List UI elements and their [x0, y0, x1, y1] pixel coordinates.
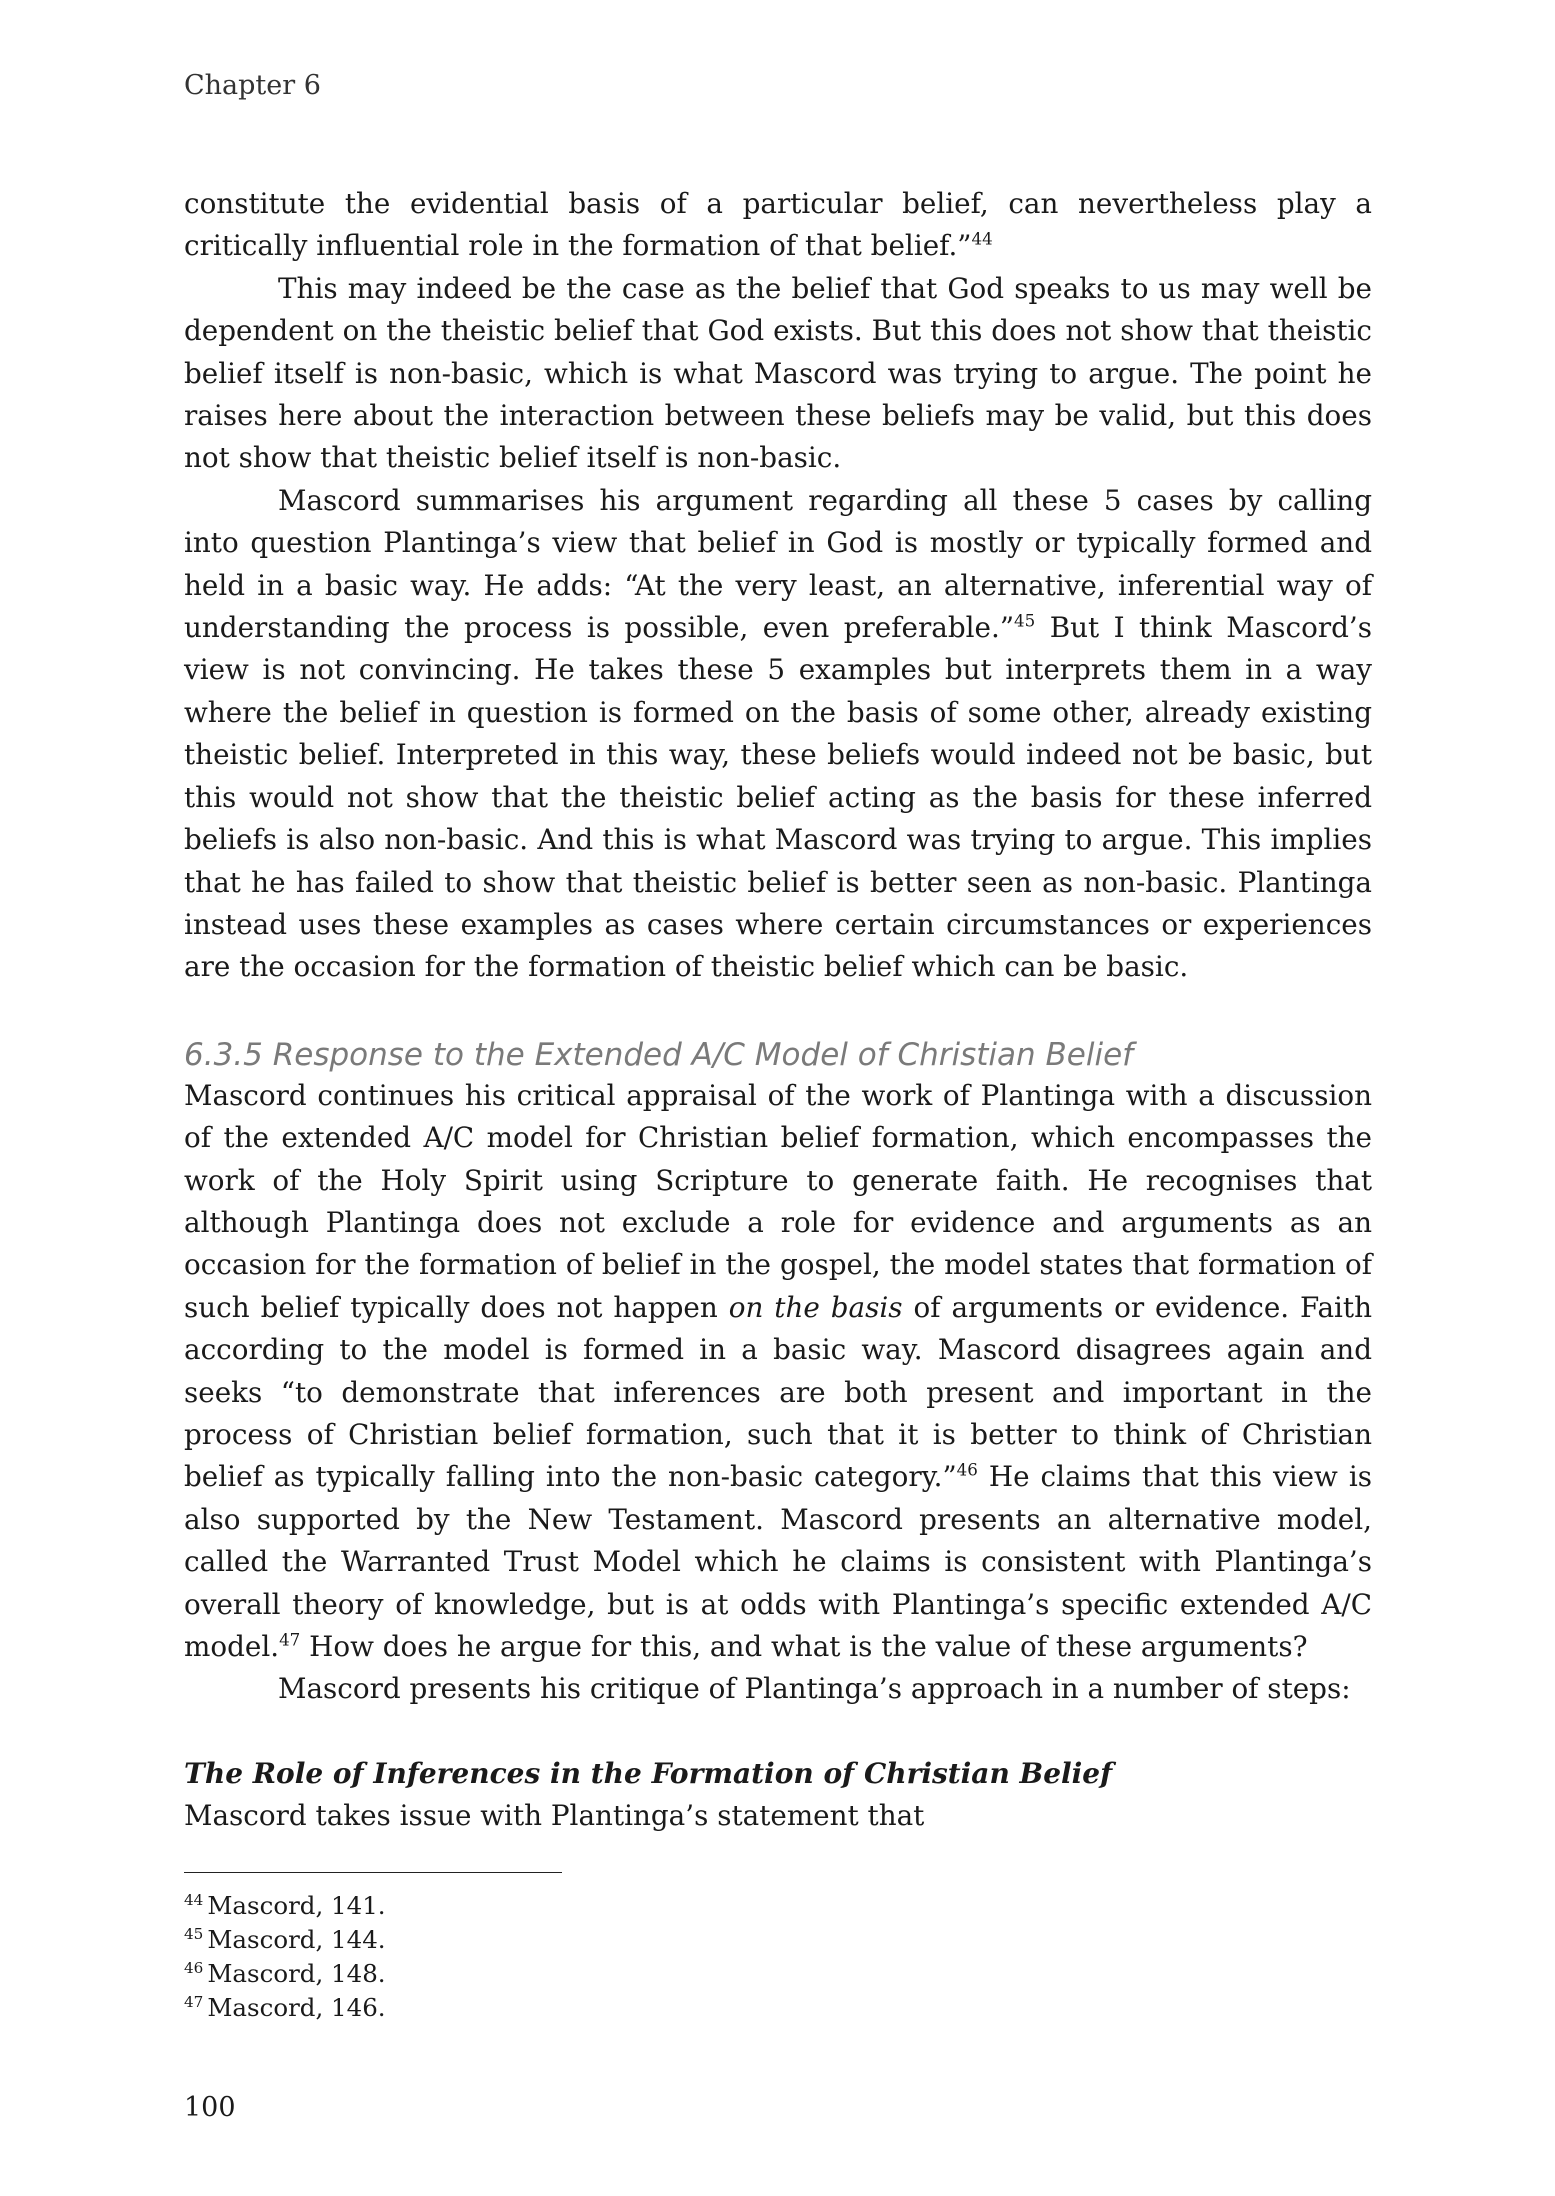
paragraph-6-text: Mascord takes issue with Plantinga’s statement that — [184, 1799, 925, 1833]
footnote-44 — [184, 1889, 386, 1923]
paragraph-2-text: This may indeed be the case as the belief that God speaks to us may well be dependent on the theistic belief that God exists. But this does not show that theistic belief itself is non-basic, which is what Mascord was trying to argue. The point he raises here about the interaction between these beliefs may be valid, but this does not show that theistic belief itself is non-basic. — [184, 271, 1372, 475]
paragraph-1-text: constitute the evidential basis of a particular belief, can nevertheless play a critically influential role in the formation of that belief.” — [184, 187, 1372, 263]
page-number: 100 — [184, 2092, 236, 2123]
footnote-45 — [184, 1923, 386, 1957]
paragraph-4 — [184, 1075, 1372, 1669]
footnote-text: Mascord, 141. — [207, 1891, 386, 1920]
footnote-number: 44 — [184, 1890, 204, 1909]
paragraph-3-text-a: Mascord summarises his argument regarding all these 5 cases by calling into question Plantinga’s view that belief in God is mostly or typically formed and held in a basic way. He adds: “At the very least, an alternative, inferential way of understanding the process is possible, even preferable.” — [184, 483, 1372, 645]
subheading: The Role of Inferences in the Formation of Christian Belief — [184, 1756, 1113, 1790]
footnote-ref-45: 45 — [1014, 611, 1036, 631]
footnote-number: 47 — [184, 1992, 204, 2011]
footnote-text: Mascord, 144. — [207, 1925, 386, 1954]
paragraph-4-text-a: Mascord continues his critical appraisal of the work of Plantinga with a discussion of the extended A/C model for Christian belief formation, which encompasses the work of the Holy Spirit using Scripture to generate faith. He recognises that although Plantinga does not exclude a role for evidence and arguments as an occasion for the formation of belief in the gospel, the model states that formation of such belief typically does not happen — [184, 1078, 1372, 1324]
paragraph-4-text-d: How does he argue for this, and what is the value of these arguments? — [300, 1630, 1308, 1663]
footnote-47 — [184, 1991, 386, 2025]
footnote-number: 45 — [184, 1924, 204, 1943]
footnote-text: Mascord, 146. — [207, 1993, 386, 2022]
footnotes — [184, 1889, 386, 2025]
footnote-text: Mascord, 148. — [207, 1959, 386, 1988]
footnote-number: 46 — [184, 1958, 204, 1977]
paragraph-5 — [184, 1668, 1372, 1710]
footnote-46 — [184, 1957, 386, 1991]
paragraph-3 — [184, 480, 1372, 989]
paragraph-4-text-b: of arguments or evidence. Faith according to the model is formed in a basic way. Mascord disagrees again and seeks “to demonstrate that inferences are both present and important in the process of Christian belief formation, such that it is better to think of Christian belief as typically falling into the non-basic category.” — [184, 1290, 1372, 1494]
footnote-ref-46: 46 — [956, 1461, 978, 1481]
footnote-ref-47: 47 — [279, 1630, 301, 1650]
paragraph-4-text-c: He claims that this view is also supported by the New Testament. Mascord presents an alternative model, called the Warranted Trust Model which he claims is consistent with Plantinga’s overall theory of knowledge, but is at odds with Plantinga’s specific extended A/C model. — [184, 1460, 1372, 1663]
paragraph-6 — [184, 1795, 1372, 1837]
paragraph-2 — [184, 268, 1372, 480]
section-heading: 6.3.5 Response to the Extended A/C Model of Christian Belief — [184, 1036, 1134, 1073]
paragraph-1 — [184, 183, 1372, 268]
footnote-divider — [184, 1872, 562, 1873]
paragraph-4-emphasis: on the basis — [728, 1290, 903, 1324]
paragraph-5-text: Mascord presents his critique of Plantinga’s approach in a number of steps: — [278, 1672, 1351, 1706]
running-head: Chapter 6 — [184, 70, 321, 101]
paragraph-3-text-b: But I think Mascord’s view is not convincing. He takes these 5 examples but interprets them in a way where the belief in question is formed on the basis of some other, already existing theistic belief. Interpreted in this way, these beliefs would indeed not be basic, but this would not show that the theistic belief acting as the basis for these inferred beliefs is also non-basic. And this is what Mascord was trying to argue. This implies that he has failed to show that theistic belief is better seen as non-basic. Plantinga instead uses these examples as cases where certain circumstances or experiences are the occasion for the formation of theistic belief which can be basic. — [184, 611, 1372, 984]
main-text — [184, 183, 1372, 1838]
footnote-ref-44: 44 — [971, 230, 993, 250]
